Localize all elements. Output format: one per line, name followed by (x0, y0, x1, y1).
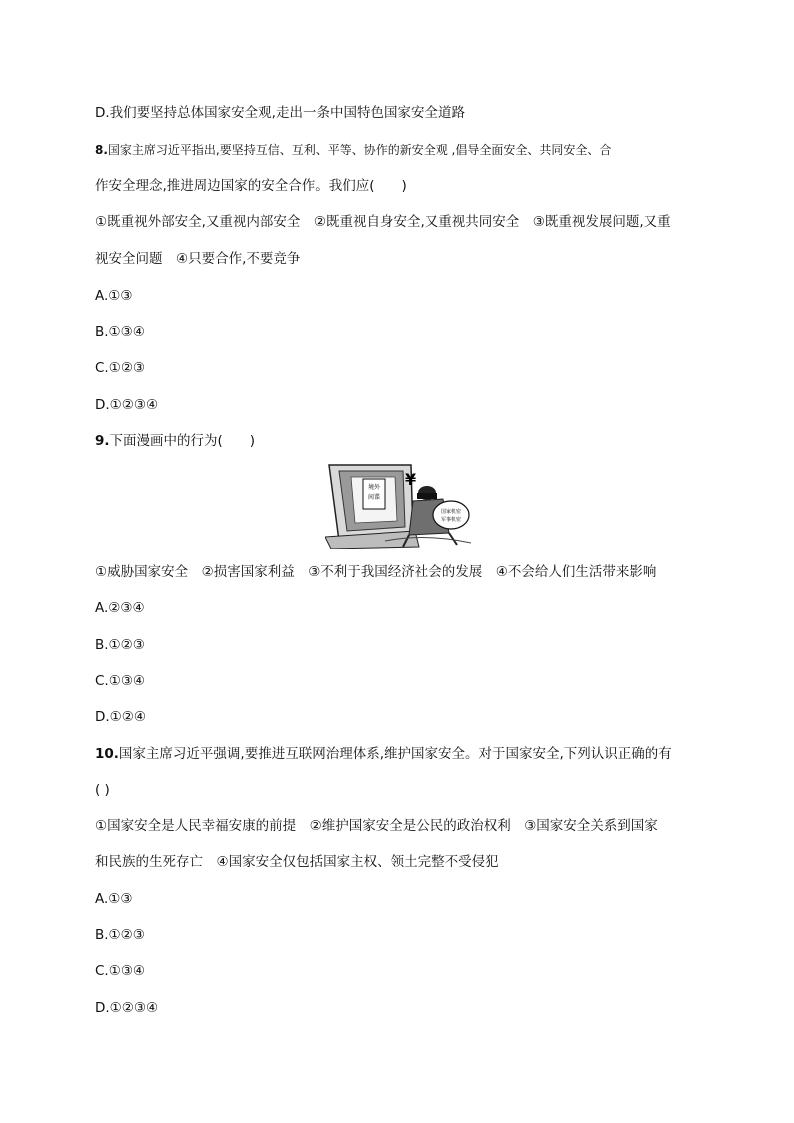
q10-option-d: D.①②③④ (95, 1000, 159, 1016)
q10-option-a: A.①③ (95, 891, 133, 907)
q8-statements-line2: 视安全问题 ④只要合作,不要竞争 (95, 251, 301, 267)
q10-statements-line1: ①国家安全是人民幸福安康的前提 ②维护国家安全是公民的政治权利 ③国家安全关系到国家 (95, 818, 658, 834)
q9-number: 9. (95, 433, 110, 449)
q8-option-c: C.①②③ (95, 360, 146, 376)
q9-statements: ①威胁国家安全 ②损害国家利益 ③不利于我国经济社会的发展 ④不会给人们生活带来影响 (95, 564, 657, 580)
q8-option-a: A.①③ (95, 288, 133, 304)
svg-text:国家机密: 国家机密 (440, 509, 462, 515)
q9-option-b: B.①②③ (95, 637, 145, 653)
yen-icon: ¥ (405, 470, 417, 489)
q8-stem-line2: 作安全理念,推进周边国家的安全合作。我们应( ) (95, 178, 407, 194)
q8-option-d: D.①②③④ (95, 397, 159, 413)
q10-stem-text: 国家主席习近平强调,要推进互联网治理体系,维护国家安全。对于国家安全,下列认识正确的有 (118, 746, 672, 762)
q10-option-c: C.①③④ (95, 963, 146, 979)
q8-number: 8. (95, 143, 108, 157)
q8-statements-line1: ①既重视外部安全,又重视内部安全 ②既重视自身安全,又重视共同安全 ③既重视发展问题,又重 (95, 214, 671, 230)
q9-option-a: A.②③④ (95, 600, 145, 616)
q10-option-b: B.①②③ (95, 927, 145, 943)
q10-statements-line2: 和民族的生死存亡 ④国家安全仅包括国家主权、领土完整不受侵犯 (95, 854, 499, 870)
q10-stem-line2: ( ) (95, 782, 110, 798)
q9-stem-text: 下面漫画中的行为( ) (109, 433, 256, 449)
q9-stem (95, 432, 255, 450)
q9-option-d: D.①②④ (95, 709, 146, 725)
q8-stem-text: 国家主席习近平指出,要坚持互信、互利、平等、协作的新安全观 ,倡导全面安全、共同安全、合 (107, 143, 612, 157)
q8-stem-line1 (95, 141, 611, 159)
q8-option-b: B.①③④ (95, 324, 145, 340)
q10-stem-line1 (95, 745, 672, 763)
q10-number: 10. (95, 746, 119, 762)
q7-option-d: D.我们要坚持总体国家安全观,走出一条中国特色国家安全道路 (95, 105, 465, 121)
svg-text:间谍: 间谍 (367, 494, 381, 501)
q9-option-c: C.①③④ (95, 673, 146, 689)
spy-comic-illustration (325, 463, 471, 549)
comic-screen-text: 境外 (367, 484, 381, 491)
svg-text:军事机密: 军事机密 (440, 517, 462, 523)
secret-folder-icon (433, 501, 469, 529)
